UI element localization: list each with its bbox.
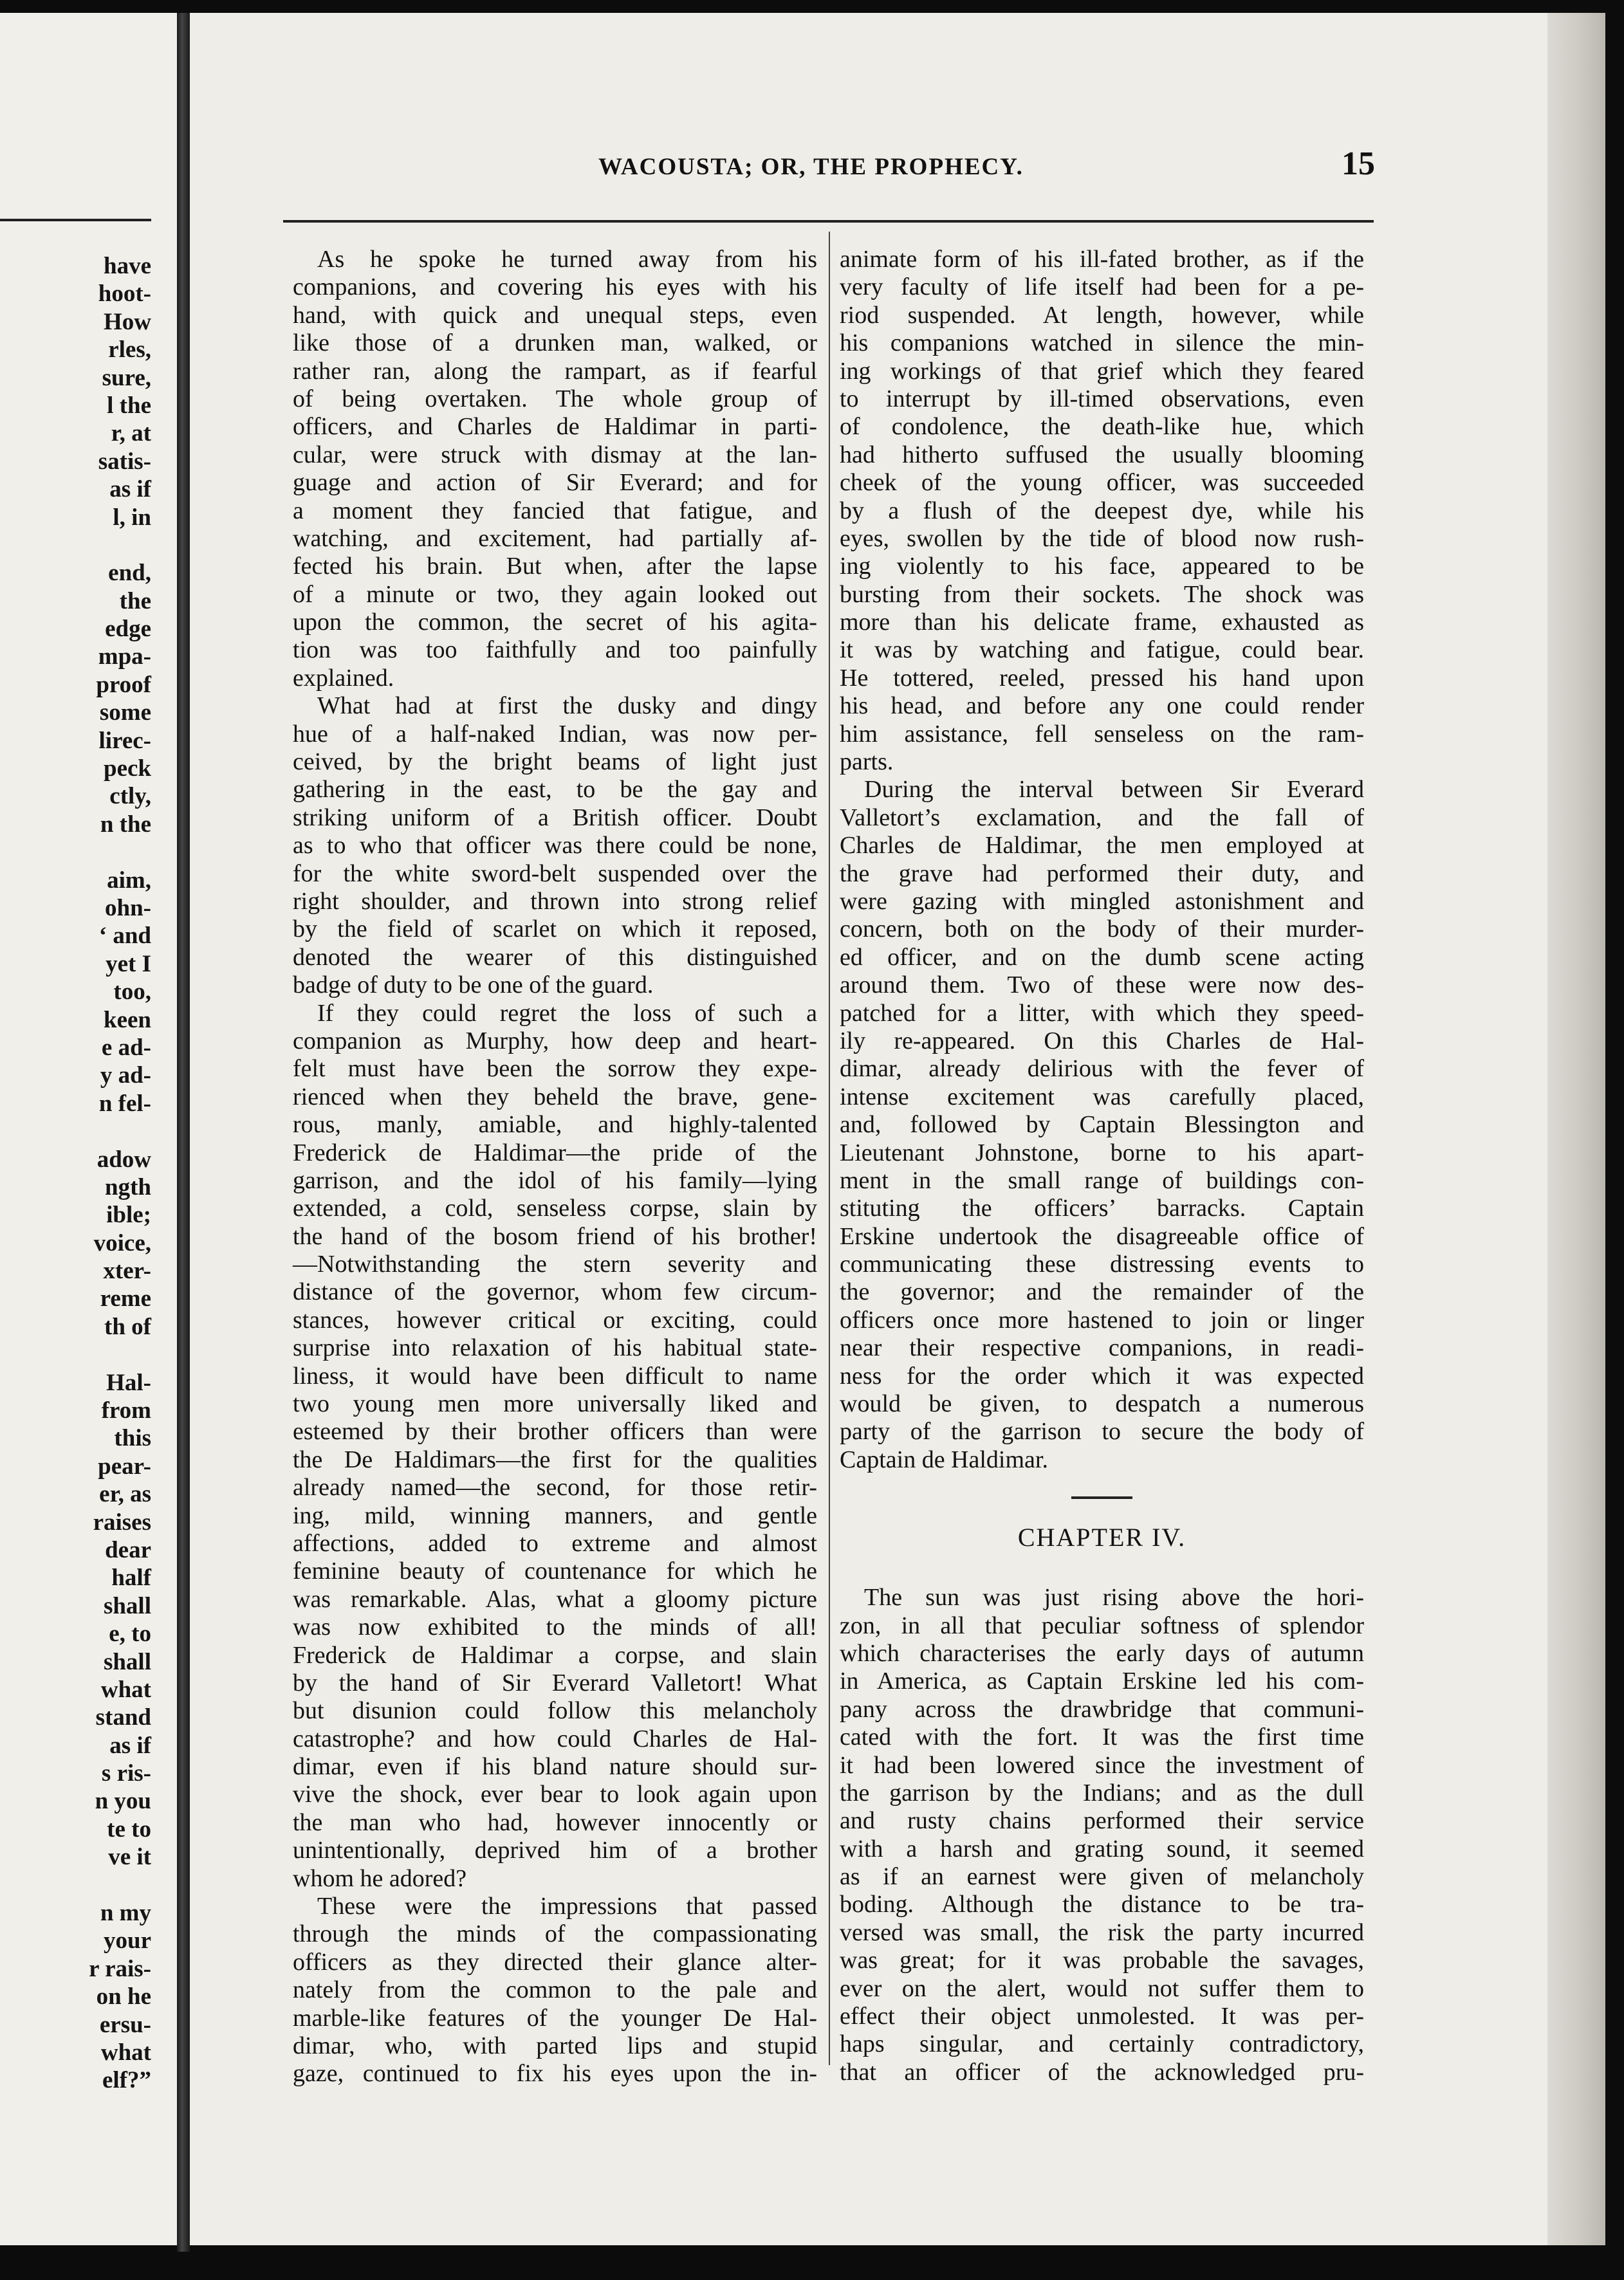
text-line: ed officer, and on the dumb scene acting bbox=[840, 943, 1364, 971]
text-line: officers once more hastened to join or linger bbox=[840, 1306, 1364, 1334]
text-line: fected his brain. But when, after the lapse bbox=[293, 553, 817, 580]
text-line: was great; for it was probable the savages, bbox=[840, 1947, 1364, 1974]
text-line: tion was too faithfully and too painfully bbox=[293, 636, 817, 664]
facing-page-line: n the bbox=[100, 811, 151, 838]
text-line: his companions watched in silence the min- bbox=[840, 329, 1364, 357]
text-line: patched for a litter, with which they speed- bbox=[840, 999, 1364, 1027]
text-column-left bbox=[293, 246, 817, 2088]
text-line: companions, and covering his eyes with his bbox=[293, 273, 817, 301]
text-line: esteemed by their brother officers than were bbox=[293, 1418, 817, 1446]
facing-page-line: what bbox=[100, 2039, 151, 2066]
facing-page-line: ersu- bbox=[99, 2011, 151, 2038]
facing-page-line: yet I bbox=[106, 950, 151, 977]
text-line: two young men more universally liked and bbox=[293, 1390, 817, 1418]
facing-page-line: dear bbox=[105, 1536, 151, 1563]
text-line: distance of the governor, whom few circum- bbox=[293, 1278, 817, 1306]
text-line: like those of a drunken man, walked, or bbox=[293, 329, 817, 357]
text-line: affections, added to extreme and almost bbox=[293, 1529, 817, 1557]
text-line: rienced when they beheld the brave, gene- bbox=[293, 1083, 817, 1110]
facing-page-line: adow bbox=[97, 1146, 151, 1173]
text-line: gaze, continued to fix his eyes upon the in- bbox=[293, 2060, 817, 2088]
text-line: which characterises the early days of autumn bbox=[840, 1639, 1364, 1667]
facing-page-line: peck bbox=[104, 755, 151, 782]
text-line: denoted the wearer of this distinguished bbox=[293, 943, 817, 971]
page-number: 15 bbox=[1342, 145, 1375, 182]
text-line: ness for the order which it was expected bbox=[840, 1362, 1364, 1390]
facing-page-line: this bbox=[114, 1425, 151, 1452]
text-line: As he spoke he turned away from his bbox=[317, 246, 817, 273]
text-line: the governor; and the remainder of the bbox=[840, 1278, 1364, 1306]
text-line: marble-like features of the younger De Hal- bbox=[293, 2004, 817, 2032]
text-line: and rusty chains performed their service bbox=[840, 1807, 1364, 1835]
text-line: intense excitement was carefully placed, bbox=[840, 1083, 1364, 1110]
text-line: of being overtaken. The whole group of bbox=[293, 385, 817, 412]
text-line: rous, manly, amiable, and highly-talented bbox=[293, 1111, 817, 1139]
text-line: versed was small, the risk the party incurred bbox=[840, 1918, 1364, 1946]
facing-page-line: keen bbox=[104, 1006, 151, 1033]
facing-page-line: stand bbox=[95, 1704, 151, 1731]
facing-page-line: on he bbox=[96, 1983, 151, 2010]
facing-page-line: r rais- bbox=[89, 1955, 151, 1982]
text-line: riod suspended. At length, however, while bbox=[840, 301, 1364, 329]
text-line: by the field of scarlet on which it reposed, bbox=[293, 915, 817, 943]
facing-page-line: xter- bbox=[103, 1258, 151, 1285]
facing-page-line: pear- bbox=[98, 1453, 151, 1480]
text-line: already named—the second, for those retir- bbox=[293, 1474, 817, 1502]
text-line: ily re-appeared. On this Charles de Hal- bbox=[840, 1027, 1364, 1054]
text-line: striking uniform of a British officer. Doubt bbox=[293, 804, 817, 831]
text-line: He tottered, reeled, pressed his hand upon bbox=[840, 664, 1364, 692]
facing-page-line: How bbox=[104, 308, 151, 335]
facing-page-line: ‘ and bbox=[98, 923, 151, 950]
right-column-top-text bbox=[840, 246, 1364, 1474]
text-line: by a flush of the deepest dye, while his bbox=[840, 497, 1364, 524]
text-line: in America, as Captain Erskine led his com- bbox=[840, 1668, 1364, 1695]
text-line: These were the impressions that passed bbox=[317, 1893, 817, 1920]
text-line: to interrupt by ill-timed observations, even bbox=[840, 385, 1364, 412]
facing-page-line: te to bbox=[107, 1816, 151, 1843]
text-line: —Notwithstanding the stern severity and bbox=[293, 1251, 817, 1278]
text-line: nately from the common to the pale and bbox=[293, 1976, 817, 2004]
facing-page-line: from bbox=[101, 1397, 151, 1424]
facing-page-line: satis- bbox=[98, 448, 151, 475]
facing-page-line: voice, bbox=[93, 1229, 151, 1256]
right-column-bottom-text bbox=[840, 1584, 1364, 2086]
text-line: the hand of the bosom friend of his brother! bbox=[293, 1222, 817, 1250]
text-line: unintentionally, deprived him of a brother bbox=[293, 1837, 817, 1864]
text-line: was now exhibited to the minds of all! bbox=[293, 1613, 817, 1641]
text-line: him assistance, fell senseless on the ram- bbox=[840, 720, 1364, 748]
text-line: for the white sword-belt suspended over the bbox=[293, 860, 817, 887]
facing-page-line: elf?” bbox=[102, 2067, 151, 2094]
facing-page-line: s ris- bbox=[101, 1760, 151, 1787]
text-line: Erskine undertook the disagreeable office of bbox=[840, 1222, 1364, 1250]
text-line: was remarkable. Alas, what a gloomy picture bbox=[293, 1585, 817, 1613]
facing-page-line: mpa- bbox=[98, 643, 151, 670]
text-line: eyes, swollen by the tide of blood now rush- bbox=[840, 524, 1364, 552]
text-line: officers as they directed their glance alter- bbox=[293, 1948, 817, 1976]
facing-page-line: proof bbox=[96, 671, 151, 698]
chapter-title: CHAPTER IV. bbox=[1017, 1523, 1186, 1552]
facing-page-line bbox=[0, 1117, 177, 1145]
text-line: party of the garrison to secure the body of bbox=[840, 1418, 1364, 1446]
text-line: his head, and before any one could render bbox=[840, 692, 1364, 720]
facing-page-line: shall bbox=[103, 1648, 151, 1675]
text-line: as if an earnest were given of melancholy bbox=[840, 1863, 1364, 1891]
text-line: extended, a cold, senseless corpse, slain by bbox=[293, 1195, 817, 1222]
facing-page-line: raises bbox=[93, 1509, 151, 1536]
text-line: very faculty of life itself had been for a pe- bbox=[840, 273, 1364, 301]
text-line: animate form of his ill-fated brother, as if the bbox=[840, 246, 1364, 273]
facing-page-line: n my bbox=[100, 1900, 151, 1927]
facing-page-line bbox=[0, 1871, 177, 1899]
text-line: more than his delicate frame, exhausted as bbox=[840, 609, 1364, 636]
text-line: dimar, even if his bland nature should sur- bbox=[293, 1753, 817, 1781]
text-line: stituting the officers’ barracks. Captain bbox=[840, 1195, 1364, 1222]
text-line: cheek of the young officer, was succeeded bbox=[840, 469, 1364, 497]
text-line: effect their object unmolested. It was per- bbox=[840, 2003, 1364, 2030]
text-line: the garrison by the Indians; and as the dull bbox=[840, 1779, 1364, 1807]
text-line: ceived, by the bright beams of light just bbox=[293, 748, 817, 776]
text-line: ing workings of that grief which they feared bbox=[840, 357, 1364, 385]
text-line: hue of a half-naked Indian, was now per- bbox=[293, 720, 817, 748]
facing-page-fragment bbox=[0, 13, 177, 2245]
text-line: stances, however critical or exciting, could bbox=[293, 1306, 817, 1334]
column-divider bbox=[829, 232, 830, 2065]
text-line: concern, both on the body of their murder- bbox=[840, 915, 1364, 943]
text-line: What had at first the dusky and dingy bbox=[317, 692, 817, 720]
text-line: ment in the small range of buildings con- bbox=[840, 1166, 1364, 1194]
facing-page-line: aim, bbox=[107, 867, 151, 894]
text-line: explained. bbox=[293, 664, 394, 692]
facing-page-line: l, in bbox=[113, 504, 151, 531]
facing-page-line: ohn- bbox=[105, 894, 151, 921]
header-rule bbox=[283, 220, 1374, 223]
facing-page-line: n you bbox=[95, 1788, 151, 1815]
facing-page-line: er, as bbox=[99, 1481, 151, 1508]
text-line: cular, were struck with dismay at the lan- bbox=[293, 441, 817, 468]
facing-page-line: as if bbox=[109, 476, 151, 503]
facing-page-line: rles, bbox=[108, 336, 151, 363]
text-line: officers, and Charles de Haldimar in parti- bbox=[293, 413, 817, 441]
facing-page-line: lirec- bbox=[98, 727, 151, 754]
text-line: it was by watching and fatigue, could bear. bbox=[840, 636, 1364, 664]
text-line: badge of duty to be one of the guard. bbox=[293, 971, 654, 999]
facing-page-line bbox=[0, 1341, 177, 1368]
text-line: the De Haldimars—the first for the qualities bbox=[293, 1446, 817, 1473]
text-line: near their respective companions, in readi- bbox=[840, 1334, 1364, 1362]
text-line: would be given, to despatch a numerous bbox=[840, 1390, 1364, 1418]
text-line: pany across the drawbridge that communi- bbox=[840, 1695, 1364, 1723]
text-line: the man who had, however innocently or bbox=[293, 1808, 817, 1836]
text-line: that an officer of the acknowledged pru- bbox=[840, 2058, 1364, 2086]
book-page bbox=[190, 13, 1605, 2245]
text-line: liness, it would have been difficult to name bbox=[293, 1362, 817, 1390]
text-line: of a minute or two, they again looked out bbox=[293, 580, 817, 608]
facing-page-line: some bbox=[99, 699, 151, 726]
text-line: dimar, who, with parted lips and stupid bbox=[293, 2032, 817, 2059]
facing-page-line: have bbox=[104, 253, 151, 279]
text-line: surprise into relaxation of his habitual state- bbox=[293, 1334, 817, 1362]
text-line: Charles de Haldimar, the men employed at bbox=[840, 832, 1364, 860]
text-line: companion as Murphy, how deep and heart- bbox=[293, 1027, 817, 1054]
facing-page-line: half bbox=[111, 1565, 151, 1592]
text-line: boding. Although the distance to be tra- bbox=[840, 1891, 1364, 1918]
text-line: and, followed by Captain Blessington and bbox=[840, 1111, 1364, 1139]
facing-page-line: ible; bbox=[106, 1202, 151, 1229]
facing-page-line: l the bbox=[107, 392, 151, 419]
book-gutter bbox=[177, 13, 190, 2252]
text-line: The sun was just rising above the hori- bbox=[864, 1584, 1364, 1612]
facing-page-line: reme bbox=[100, 1285, 151, 1312]
text-line: Frederick de Haldimar—the pride of the bbox=[293, 1139, 817, 1166]
text-line: garrison, and the idol of his family—lying bbox=[293, 1166, 817, 1194]
facing-page-line: your bbox=[104, 1927, 151, 1954]
text-line: whom he adored? bbox=[293, 1864, 467, 1892]
text-line: around them. Two of these were now des- bbox=[840, 971, 1364, 999]
facing-page-line: Hal- bbox=[106, 1369, 151, 1396]
text-line: through the minds of the compassionating bbox=[293, 1920, 817, 1948]
text-line: If they could regret the loss of such a bbox=[317, 999, 817, 1027]
text-line: parts. bbox=[840, 748, 894, 776]
text-line: haps singular, and certainly contradictory, bbox=[840, 2030, 1364, 2058]
text-line: felt must have been the sorrow they expe- bbox=[293, 1055, 817, 1083]
facing-page-line: e, to bbox=[109, 1621, 151, 1648]
text-line: the grave had performed their duty, and bbox=[840, 860, 1364, 887]
text-line: cated with the fort. It was the first time bbox=[840, 1724, 1364, 1751]
facing-page-line: ve it bbox=[108, 1844, 151, 1871]
facing-page-line: what bbox=[100, 1676, 151, 1703]
text-line: Captain de Haldimar. bbox=[840, 1446, 1048, 1473]
text-line: ing violently to his face, appeared to be bbox=[840, 553, 1364, 580]
text-line: During the interval between Sir Everard bbox=[864, 776, 1364, 804]
text-line: ever on the alert, would not suffer them to bbox=[840, 1974, 1364, 2002]
text-line: with a harsh and grating sound, it seemed bbox=[840, 1835, 1364, 1862]
text-line: Frederick de Haldimar a corpse, and slain bbox=[293, 1641, 817, 1669]
text-line: by the hand of Sir Everard Valletort! What bbox=[293, 1669, 817, 1696]
text-line: had hitherto suffused the usually blooming bbox=[840, 441, 1364, 468]
facing-page-line bbox=[0, 531, 177, 559]
text-line: of condolence, the death-like hue, which bbox=[840, 413, 1364, 441]
text-line: vive the shock, ever bear to look again upon bbox=[293, 1781, 817, 1808]
text-line: ing, mild, winning manners, and gentle bbox=[293, 1502, 817, 1529]
facing-page-rule bbox=[0, 219, 151, 221]
facing-page-line: th of bbox=[104, 1313, 151, 1340]
text-line: were gazing with mingled astonishment and bbox=[840, 887, 1364, 915]
text-line: dimar, already delirious with the fever of bbox=[840, 1055, 1364, 1083]
text-line: catastrophe? and how could Charles de Hal- bbox=[293, 1725, 817, 1752]
text-line: it had been lowered since the investment of bbox=[840, 1751, 1364, 1779]
text-line: communicating these distressing events to bbox=[840, 1251, 1364, 1278]
running-head: WACOUSTA; OR, THE PROPHECY. bbox=[598, 154, 1024, 180]
text-line: gathering in the east, to be the gay and bbox=[293, 776, 817, 804]
facing-page-line: e ad- bbox=[101, 1034, 151, 1061]
text-line: guage and action of Sir Everard; and for bbox=[293, 469, 817, 497]
text-column-right bbox=[840, 246, 1364, 2086]
facing-page-line: y ad- bbox=[100, 1062, 151, 1089]
page-edge-shadow bbox=[1547, 13, 1605, 2245]
facing-page-line: the bbox=[119, 587, 151, 614]
chapter-rule bbox=[1071, 1496, 1132, 1518]
text-line: hand, with quick and unequal steps, even bbox=[293, 301, 817, 329]
text-line: upon the common, the secret of his agita- bbox=[293, 609, 817, 636]
facing-page-line: hoot- bbox=[98, 280, 151, 308]
facing-page-line: end, bbox=[108, 560, 151, 587]
facing-page-line: shall bbox=[103, 1592, 151, 1619]
facing-page-line: too, bbox=[113, 979, 151, 1006]
text-line: Valletort’s exclamation, and the fall of bbox=[840, 804, 1364, 831]
facing-page-line: ctly, bbox=[109, 783, 151, 810]
facing-page-line: n fel- bbox=[98, 1090, 151, 1117]
text-line: rather ran, along the rampart, as if fearful bbox=[293, 357, 817, 385]
text-line: but disunion could follow this melancholy bbox=[293, 1697, 817, 1725]
text-line: a moment they fancied that fatigue, and bbox=[293, 497, 817, 524]
text-line: feminine beauty of countenance for which he bbox=[293, 1558, 817, 1585]
text-line: Lieutenant Johnstone, borne to his apart- bbox=[840, 1139, 1364, 1166]
facing-page-line: ngth bbox=[105, 1173, 151, 1200]
facing-page-line bbox=[0, 838, 177, 866]
facing-page-line: r, at bbox=[111, 420, 151, 447]
text-line: bursting from their sockets. The shock was bbox=[840, 580, 1364, 608]
text-line: zon, in all that peculiar softness of splendor bbox=[840, 1612, 1364, 1639]
text-line: right shoulder, and thrown into strong relief bbox=[293, 887, 817, 915]
facing-page-line: sure, bbox=[102, 364, 151, 391]
facing-page-text bbox=[0, 252, 177, 2095]
text-line: as to who that officer was there could be none, bbox=[293, 832, 817, 860]
facing-page-line: edge bbox=[105, 616, 151, 643]
text-line: watching, and excitement, had partially af- bbox=[293, 524, 817, 552]
facing-page-line: as if bbox=[109, 1732, 151, 1759]
